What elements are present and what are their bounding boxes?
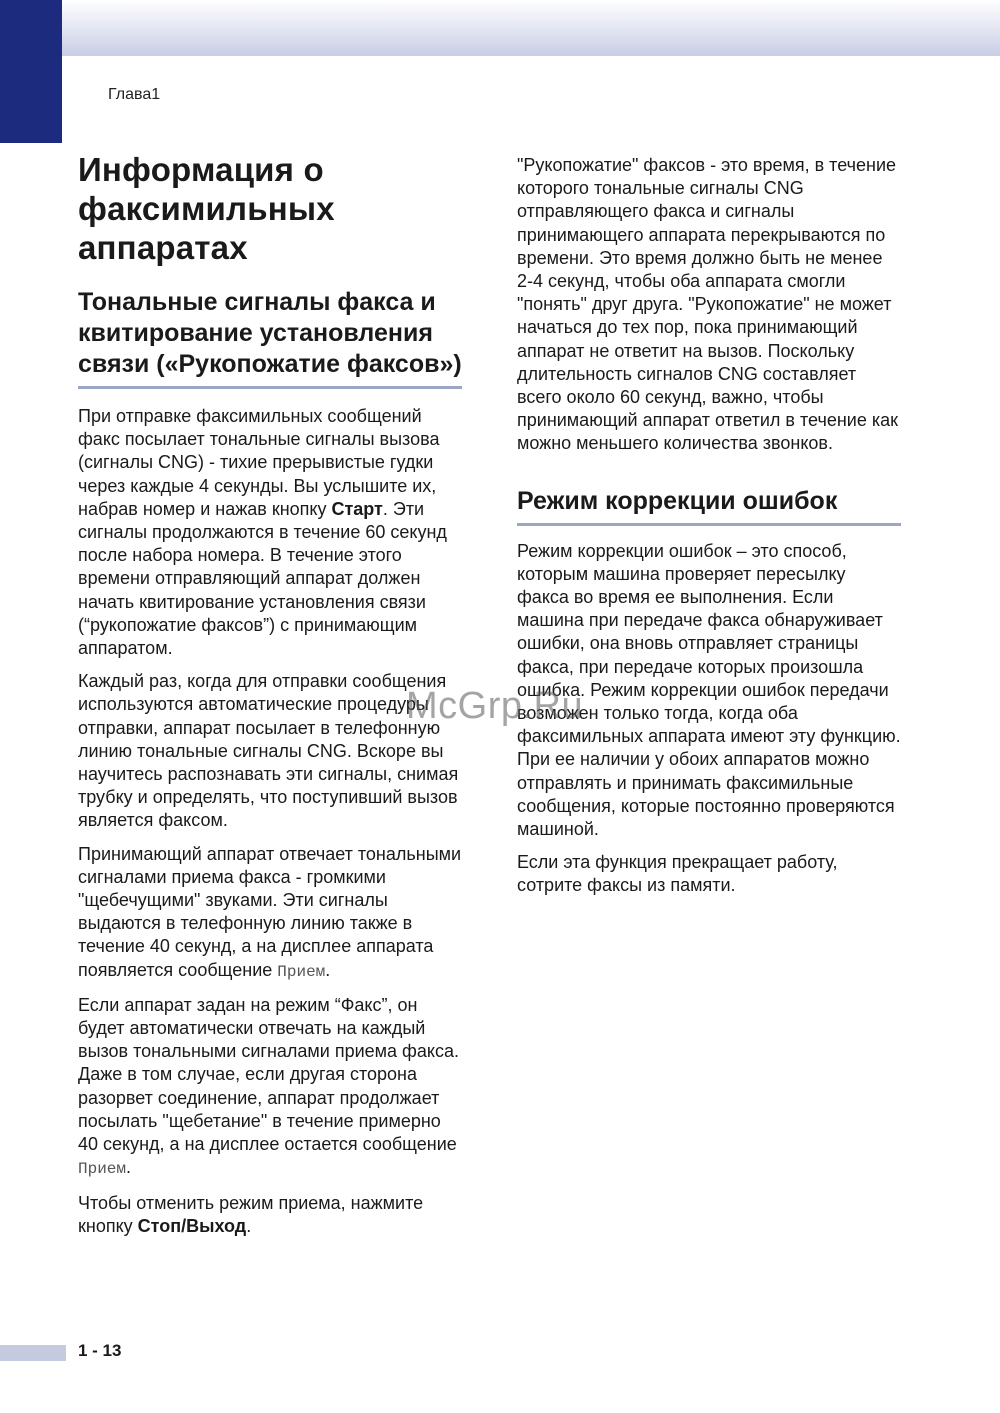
paragraph: Чтобы отменить режим приема, нажмите кнопку Стоп/Выход.: [78, 1192, 424, 1236]
display-message: Прием: [78, 1160, 127, 1179]
section-heading-ecm: Режим коррекции ошибок: [517, 486, 901, 526]
paragraph: "Рукопожатие" факсов - это время, в течение которого тональные сигналы CNG отправляющего факса и сигналы принимающего аппарата перекрываются по времени. Это время должно быть не менее 2-4 секунд, чтобы оба аппарата смогли "понять" друг друга. "Рукопожатие" не может начаться до тех пор, пока принимающий аппарат не ответит на вызов. Поскольку длительность сигналов CNG составляет всего около 60 секунд, важно, чтобы принимающий аппарат ответил в течение как можно меньшего количества звонков.: [517, 155, 899, 454]
header-band: [62, 0, 1000, 58]
paragraph: Если эта функция прекращает работу, сотрите факсы из памяти.: [517, 852, 838, 896]
paragraph: При отправке факсимильных сообщений факс посылает тональные сигналы вызова (сигналы CNG) - тихие прерывистые гудки через каждые 4 секунды. Вы услышите их, набрав номер и нажав кнопку Старт. Эти сигналы продолжаются в течение 60 секунд после набора номера. В течение этого времени отправляющий аппарат должен начать квитирование установления связи (“рукопожатие факсов”) с принимающим аппаратом.: [78, 406, 447, 659]
watermark: McGrp.Ru: [406, 685, 584, 727]
chapter-side-tab: [0, 0, 62, 143]
right-column: [517, 154, 902, 908]
start-key-label: Старт: [331, 498, 383, 519]
paragraph: Если аппарат задан на режим “Факс”, он будет автоматически отвечать на каждый вызов тональными сигналами приема факса. Даже в том случае, если другая сторона разорвет соединение, аппарат продолжает посылать "щебетание" в течение примерно 40 секунд, а на дисплее остается сообщение Прием.: [78, 994, 459, 1179]
page-title: Информация о факсимильных аппаратах: [78, 151, 335, 266]
page-number: 1 - 13: [78, 1341, 122, 1360]
paragraph: Каждый раз, когда для отправки сообщения используются автоматические процедуры отправки, аппарат посылает в телефонную линию тональные сигналы CNG. Вскоре вы научитесь распознавать эти сигналы, снимая трубку и определять, что поступивший вызов является факсом.: [78, 671, 459, 831]
footer-bar: [0, 1345, 66, 1361]
stop-exit-key-label: Стоп/Выход: [137, 1215, 247, 1236]
paragraph: Принимающий аппарат отвечает тональными сигналами приема факса - громкими "щебечущими" звуками. Эти сигналы выдаются в телефонную линию также в течение 40 секунд, а на дисплее аппарата появляется сообщение Прием.: [78, 843, 462, 981]
display-message: Прием: [277, 962, 326, 981]
chapter-label: Глава1: [108, 86, 161, 103]
paragraph: Режим коррекции ошибок – это способ, которым машина проверяет пересылку факса во время ее выполнения. Если машина при передаче факса обнаруживает ошибки, она вновь отправляет страницы факса, при передаче которых произошла ошибка. Режим коррекции ошибок передачи возможен только тогда, когда оба факсимильных аппарата имеют эту функцию. При ее наличии у обоих аппаратов можно отправлять и принимать факсимильные сообщения, которые постоянно проверяются машиной.: [517, 540, 901, 840]
section-heading-handshake: Тональные сигналы факса и квитирование установления связи («Рукопожатие факсов»): [78, 287, 462, 389]
